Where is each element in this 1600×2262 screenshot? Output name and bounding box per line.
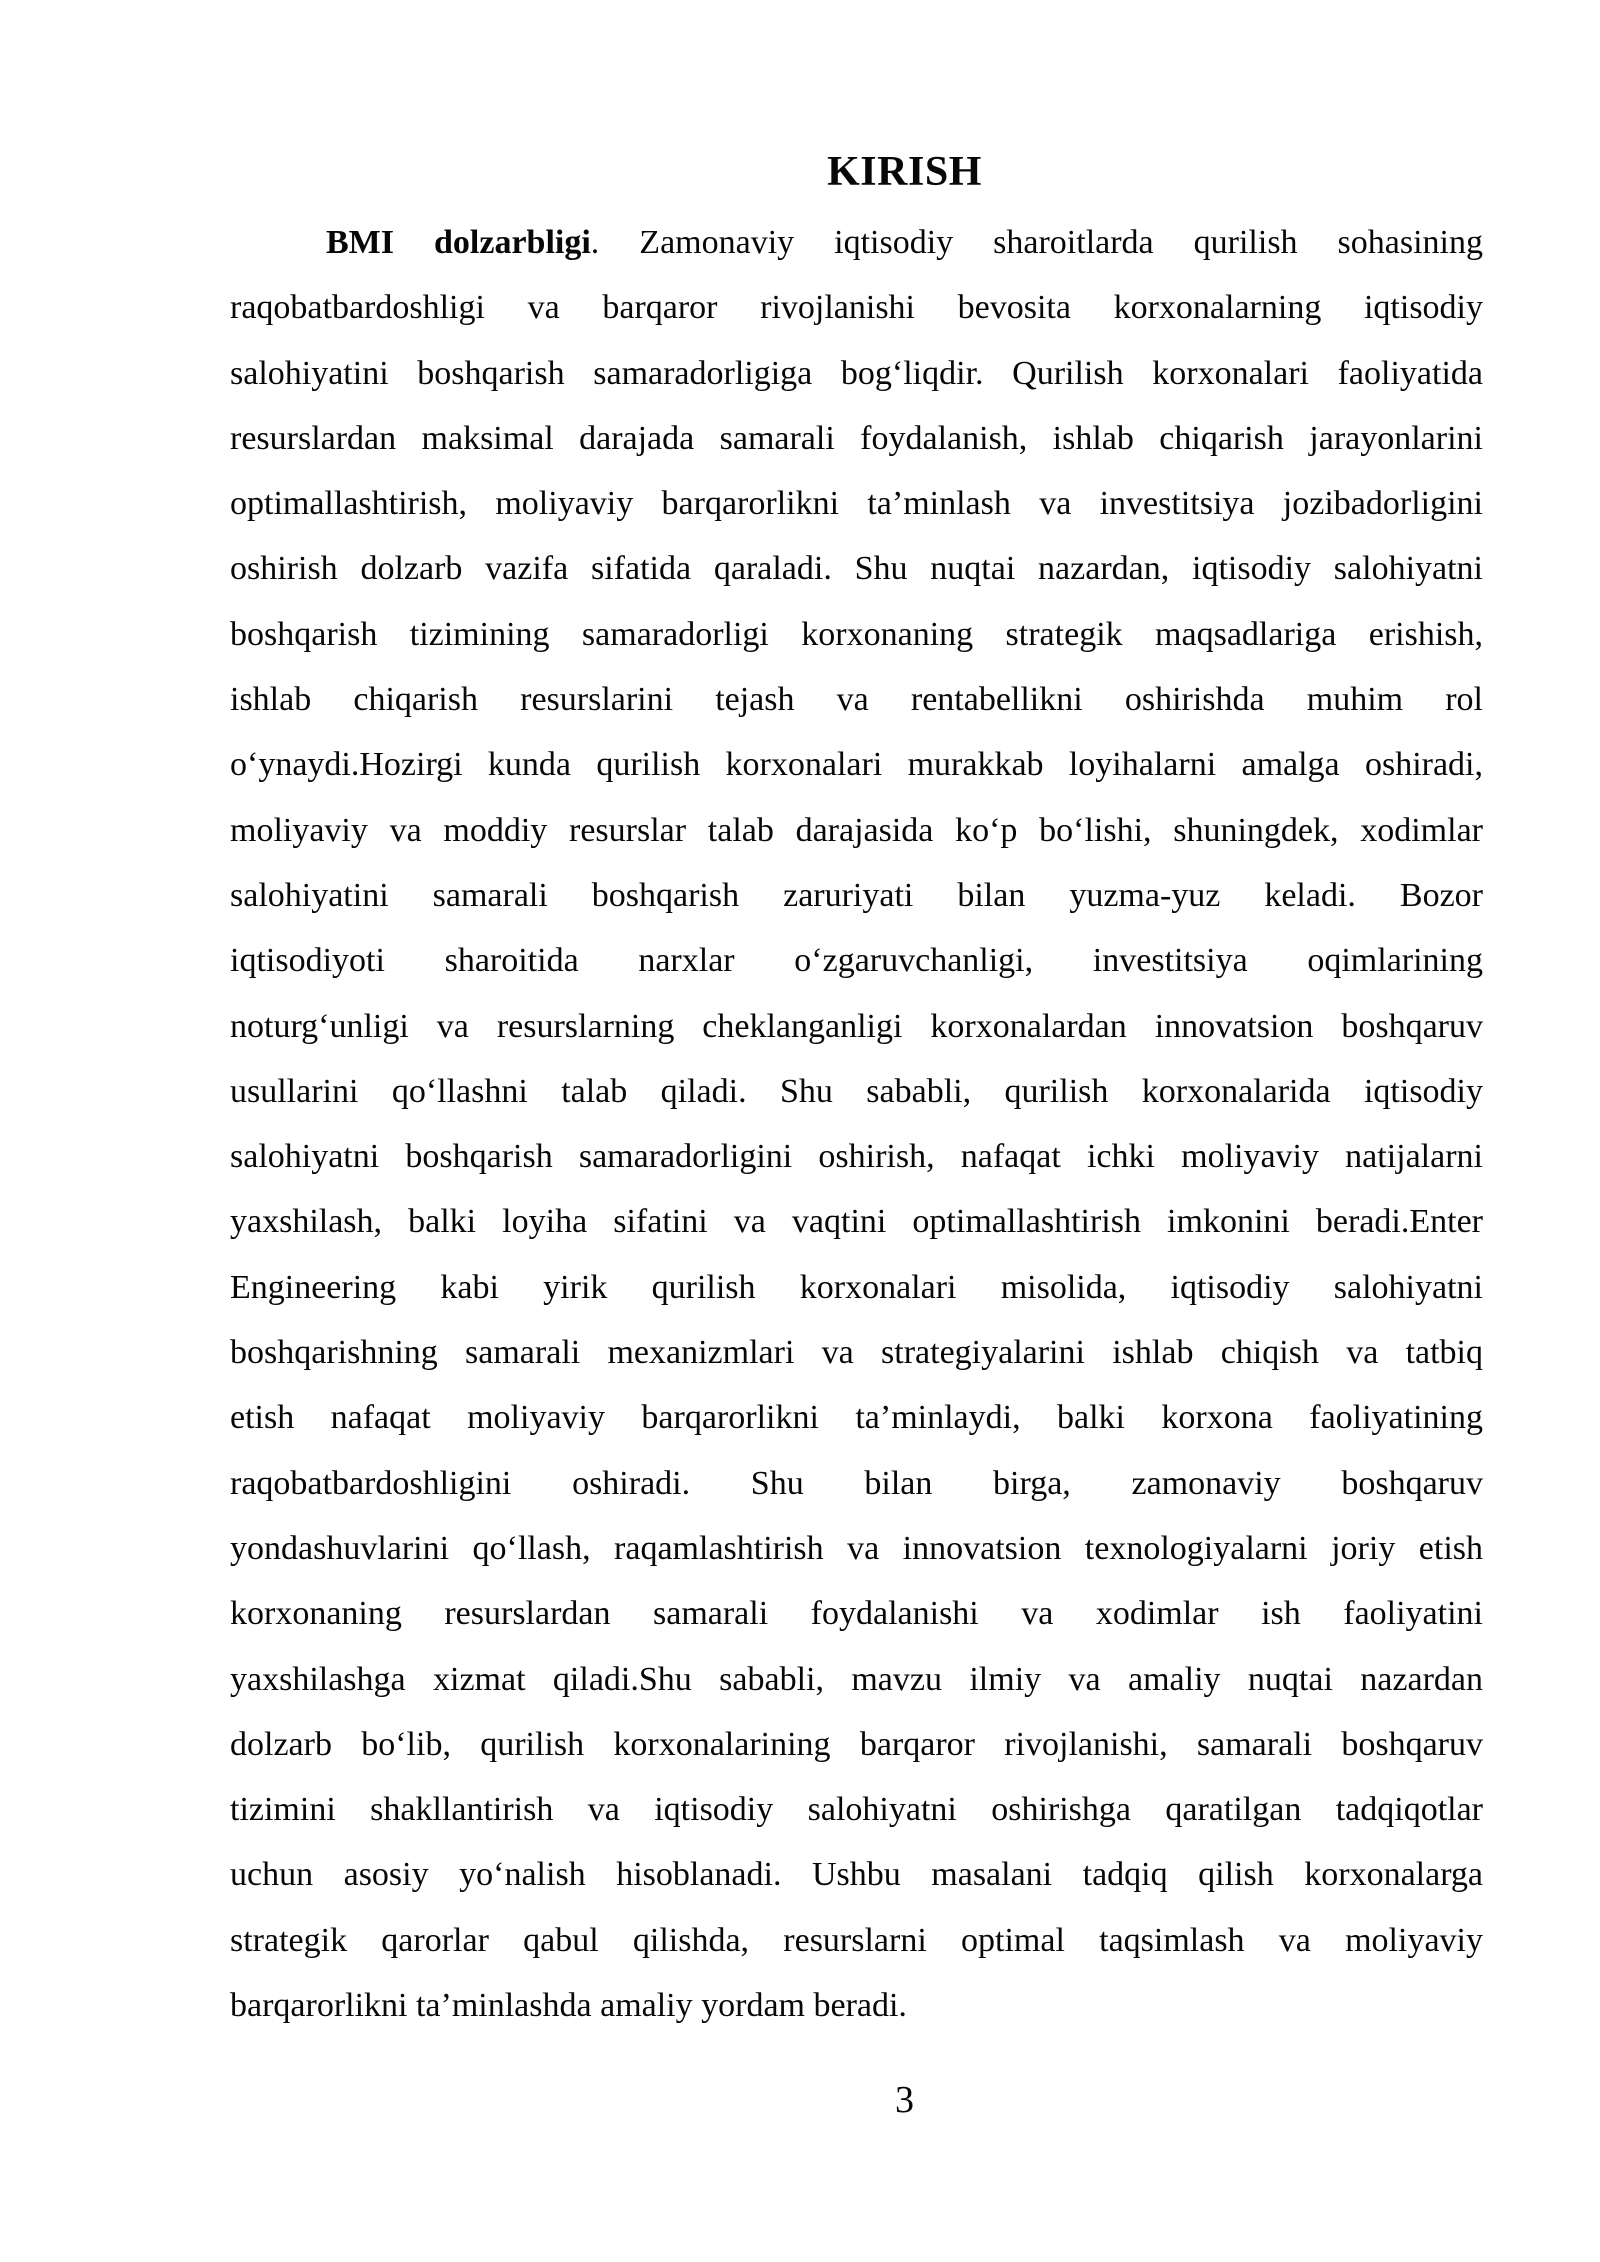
paragraph-line: barqarorlikni ta’minlashda amaliy yordam beradi.	[230, 1987, 907, 2025]
paragraph-line: boshqarish tizimining samaradorligi korxonaning strategik maqsadlariga erishish,	[230, 615, 1483, 653]
paragraph-line: oshirish dolzarb vazifa sifatida qaraladi. Shu nuqtai nazardan, iqtisodiy salohiyatni	[230, 550, 1483, 588]
paragraph-line: Engineering kabi yirik qurilish korxonalari misolida, iqtisodiy salohiyatni	[230, 1268, 1483, 1306]
paragraph-line: noturg‘unligi va resurslarning cheklanganligi korxonalardan innovatsion boshqaruv	[230, 1007, 1483, 1045]
paragraph-line: raqobatbardoshligi va barqaror rivojlanishi bevosita korxonalarning iqtisodiy	[230, 289, 1483, 327]
paragraph-line: o‘ynaydi.Hozirgi kunda qurilish korxonalari murakkab loyihalarni amalga oshiradi,	[230, 746, 1483, 784]
paragraph-line: moliyaviy va moddiy resurslar talab darajasida ko‘p bo‘lishi, shuningdek, xodimlar	[230, 811, 1483, 849]
paragraph-line: yaxshilash, balki loyiha sifatini va vaqtini optimallashtirish imkonini beradi.Enter	[230, 1203, 1483, 1241]
paragraph-line: optimallashtirish, moliyaviy barqarorlikni ta’minlash va investitsiya jozibadorligini	[230, 485, 1483, 523]
paragraph-line: iqtisodiyoti sharoitida narxlar o‘zgaruvchanligi, investitsiya oqimlarining	[230, 942, 1483, 980]
paragraph-line: salohiyatini samarali boshqarish zaruriyati bilan yuzma-yuz keladi. Bozor	[230, 876, 1483, 914]
paragraph-line: yondashuvlarini qo‘llash, raqamlashtirish va innovatsion texnologiyalarni joriy etish	[230, 1529, 1483, 1567]
paragraph-line: ishlab chiqarish resurslarini tejash va rentabellikni oshirishda muhim rol	[230, 681, 1483, 719]
page-number: 3	[895, 2079, 914, 2121]
page-title: KIRISH	[827, 149, 982, 195]
paragraph-line: strategik qarorlar qabul qilishda, resurslarni optimal taqsimlash va moliyaviy	[230, 1921, 1483, 1959]
paragraph-line: boshqarishning samarali mexanizmlari va strategiyalarini ishlab chiqish va tatbiq	[230, 1334, 1483, 1372]
paragraph-line: etish nafaqat moliyaviy barqarorlikni ta’minlaydi, balki korxona faoliyatining	[230, 1399, 1483, 1437]
paragraph-lead-bold: BMI dolzarbligi	[326, 224, 591, 261]
paragraph-line: korxonaning resurslardan samarali foydalanishi va xodimlar ish faoliyatini	[230, 1595, 1483, 1633]
paragraph	[230, 210, 1483, 2038]
paragraph-line: tizimini shakllantirish va iqtisodiy salohiyatni oshirishga qaratilgan tadqiqotlar	[230, 1791, 1483, 1829]
paragraph-line: resurslardan maksimal darajada samarali foydalanish, ishlab chiqarish jarayonlarini	[230, 419, 1483, 457]
paragraph-line: dolzarb bo‘lib, qurilish korxonalarining barqaror rivojlanishi, samarali boshqaruv	[230, 1725, 1483, 1763]
paragraph-line: salohiyatini boshqarish samaradorligiga bog‘liqdir. Qurilish korxonalari faoliyatida	[230, 354, 1483, 392]
paragraph-first-line	[230, 210, 1483, 275]
paragraph-line: yaxshilashga xizmat qiladi.Shu sababli, mavzu ilmiy va amaliy nuqtai nazardan	[230, 1660, 1483, 1698]
paragraph-lead-rest: . Zamonaviy iqtisodiy sharoitlarda qurilish sohasining	[590, 224, 1483, 261]
paragraph-line: raqobatbardoshligini oshiradi. Shu bilan birga, zamonaviy boshqaruv	[230, 1464, 1483, 1502]
paragraph-line: uchun asosiy yo‘nalish hisoblanadi. Ushbu masalani tadqiq qilish korxonalarga	[230, 1856, 1483, 1894]
paragraph-line: usullarini qo‘llashni talab qiladi. Shu sababli, qurilish korxonalarida iqtisodiy	[230, 1072, 1483, 1110]
paragraph-line: salohiyatni boshqarish samaradorligini oshirish, nafaqat ichki moliyaviy natijalarni	[230, 1138, 1483, 1176]
